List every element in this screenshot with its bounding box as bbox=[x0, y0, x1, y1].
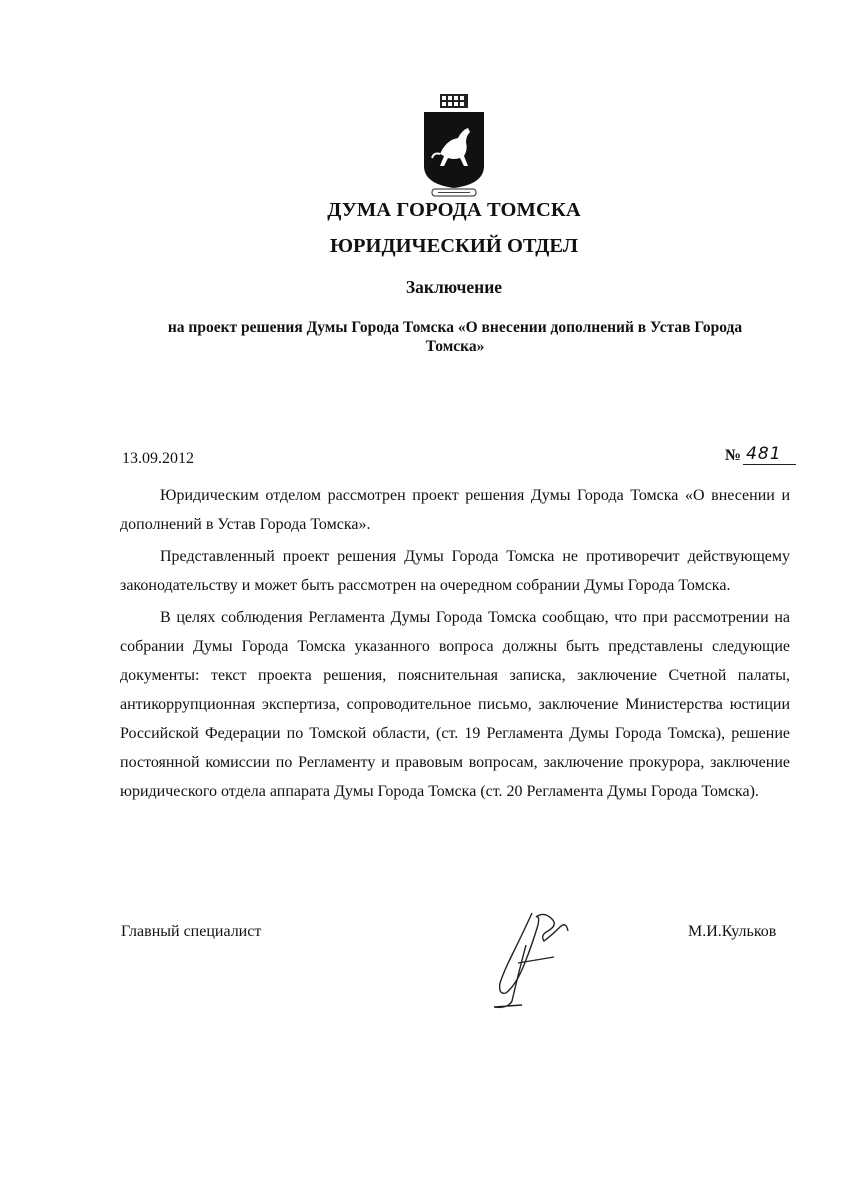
document-number bbox=[725, 444, 796, 465]
body-paragraph: В целях соблюдения Регламента Думы Города Томска сообщаю, что при рассмотрении на собрании Думы Города Томска указанного вопроса должны быть представлены следующие документы: текст проекта решения, пояснительная записка, заключение Счетной палаты, антикоррупционная экспертиза, сопроводительное письмо, заключение Министерства юстиции Российской Федерации по Томской области, (ст. 19 Регламента Думы Города Томска), решение постоянной комиссии по Регламенту и правовым вопросам, заключение прокурора, заключение юридического отдела аппарата Думы Города Томска (ст. 20 Регламента Думы Города Томска). bbox=[120, 609, 790, 800]
department-title: ЮРИДИЧЕСКИЙ ОТДЕЛ bbox=[329, 235, 579, 257]
signer-position: Главный специалист bbox=[121, 923, 262, 940]
organization-title: ДУМА ГОРОДА ТОМСКА bbox=[327, 199, 581, 221]
document-date: 13.09.2012 bbox=[122, 450, 194, 467]
tomsk-coat-of-arms-icon bbox=[418, 92, 490, 198]
subject-line-2: Томска» bbox=[425, 338, 485, 355]
signer-name: М.И.Кульков bbox=[688, 923, 777, 940]
number-value: 481 bbox=[743, 444, 796, 465]
document-body bbox=[120, 481, 790, 809]
document-subject bbox=[120, 318, 790, 356]
subject-line-1: на проект решения Думы Города Томска «О внесении дополнений в Устав Города bbox=[167, 319, 743, 336]
handwritten-signature-icon bbox=[482, 905, 574, 1017]
number-sign: № bbox=[725, 447, 742, 464]
body-paragraph: Представленный проект решения Думы Города Томска не противоречит действующему законодательству и может быть рассмотрен на очередном собрании Думы Города Томска. bbox=[120, 548, 790, 594]
document-type: Заключение bbox=[405, 277, 503, 297]
body-paragraph: Юридическим отделом рассмотрен проект решения Думы Города Томска «О внесении и дополнений в Устав Города Томска». bbox=[120, 487, 790, 533]
